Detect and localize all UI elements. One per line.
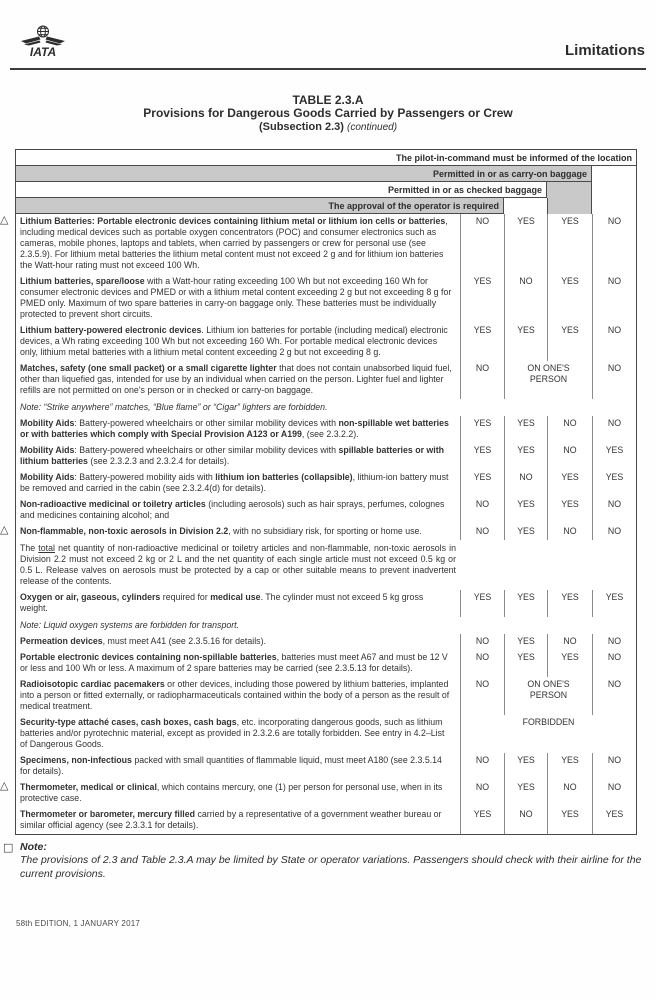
header-row — [16, 166, 636, 182]
header-bar: The approval of the operator is required — [16, 198, 504, 214]
header-throat — [592, 166, 636, 182]
note-text: The provisions of 2.3 and Table 2.3.A may be limited by State or operator variations. Passengers should check with their airline for the current provisions. — [20, 854, 642, 880]
table-row — [16, 361, 636, 399]
row-description — [16, 443, 460, 470]
answer-cell: NO — [504, 274, 547, 323]
text-run: spillable batteries or with lithium batteries — [20, 445, 445, 466]
table-subtitle — [0, 121, 656, 134]
answer-cell: NO — [592, 416, 636, 443]
table-row — [16, 470, 636, 497]
answer-cell: YES — [547, 323, 592, 361]
table-row — [0, 779, 636, 807]
text-run: : Battery-powered mobility aids with — [74, 472, 216, 482]
answer-cell: YES — [504, 590, 547, 617]
answer-cell: YES — [547, 650, 592, 677]
answer-cell: YES — [504, 214, 547, 274]
table-row — [16, 274, 636, 323]
answer-cell: NO — [547, 416, 592, 443]
answer-cell: NO — [460, 677, 504, 715]
table-row — [0, 523, 636, 540]
text-run: Portable electronic devices containing non-spillable batteries — [20, 652, 277, 662]
answer-cell: YES — [504, 497, 547, 524]
edition-footer: 58th EDITION, 1 JANUARY 2017 — [16, 919, 141, 928]
table-row — [16, 590, 636, 617]
answer-cell — [504, 361, 592, 399]
header-throat — [547, 182, 592, 198]
header-row — [16, 198, 636, 214]
table-row — [16, 443, 636, 470]
answer-cell: YES — [547, 470, 592, 497]
answer-cell: YES — [504, 323, 547, 361]
answer-cell: NO — [547, 524, 592, 540]
row-description — [16, 807, 460, 834]
table-row — [16, 753, 636, 780]
text-run: Thermometer or barometer, mercury filled — [20, 809, 196, 819]
triangle-icon: △ — [0, 213, 9, 226]
row-description — [16, 650, 460, 677]
row-description — [0, 523, 460, 540]
answer-cell: YES — [460, 807, 504, 834]
text-run: Matches, safety (one small packet) or a small cigarette lighter — [20, 363, 277, 373]
answer-cell: YES — [504, 416, 547, 443]
text-run: , lithium-ion battery must be removed and carried in the cabin (see 2.3.2.4(d) for details). — [20, 472, 449, 493]
row-description — [16, 590, 460, 617]
answer-cell: NO — [592, 361, 636, 399]
text-run: Oxygen or air, gaseous, cylinders — [20, 592, 161, 602]
row-description — [16, 753, 460, 780]
answer-cell: YES — [504, 443, 547, 470]
text-run: , which contains mercury, one (1) per person for personal use, when in its protective case. — [20, 782, 443, 803]
text-run: or other devices, including those powered by lithium batteries, implanted into a person or fitted externally, or radiopharmaceuticals contained within the body of a person as the result of medical treatment. — [20, 679, 450, 711]
answer-cell: YES — [592, 590, 636, 617]
table-row — [16, 715, 636, 753]
answer-cell: NO — [547, 634, 592, 650]
header-bar: The pilot-in-command must be informed of the location — [16, 150, 636, 166]
table-number: TABLE 2.3.A — [292, 93, 364, 107]
answer-cell: NO — [460, 361, 504, 399]
row-description — [16, 715, 460, 753]
text-run: Mobility Aids — [20, 472, 75, 482]
text-run: (see 2.3.2.3 and 2.3.2.4 for details). — [87, 456, 230, 466]
answer-cell: YES — [547, 274, 592, 323]
row-description — [16, 274, 460, 323]
answer-cell: NO — [460, 650, 504, 677]
row-description — [16, 677, 460, 715]
row-description — [16, 634, 460, 650]
note-label: Note: — [20, 841, 47, 853]
answer-cell: YES — [592, 470, 636, 497]
answer-cell: NO — [504, 470, 547, 497]
answer-cell: NO — [592, 753, 636, 780]
text-run: Lithium battery-powered electronic devices — [20, 325, 202, 335]
table-row — [0, 213, 636, 274]
answer-span-text: ON ONE'S PERSON — [527, 679, 570, 700]
answer-cell: YES — [504, 634, 547, 650]
text-run: non-spillable wet batteries or with batteries which comply with Special Provision A123 or A199 — [20, 418, 449, 439]
text-run: Thermometer, medical or clinical — [20, 782, 157, 792]
text-run: Note: “Strike anywhere” matches, “Blue flame” or “Cigar” lighters are forbidden. — [20, 402, 328, 412]
text-run: : Battery-powered wheelchairs or other similar mobility devices with — [74, 445, 339, 455]
answer-cell: NO — [592, 650, 636, 677]
table-row — [16, 497, 636, 524]
answer-cell — [504, 677, 592, 715]
text-run: Lithium batteries, spare/loose — [20, 276, 145, 286]
table-title-block — [0, 94, 656, 134]
triangle-icon: △ — [0, 523, 9, 536]
text-run: . The cylinder must not exceed 5 kg gross weight. — [20, 592, 424, 613]
answer-cell: YES — [504, 524, 547, 540]
text-run: , with no subsidiary risk, for sporting or home use. — [228, 526, 422, 536]
table-row — [16, 416, 636, 443]
answer-cell: YES — [460, 590, 504, 617]
table-title: Provisions for Dangerous Goods Carried by Passengers or Crew — [143, 106, 513, 120]
answer-cell: NO — [592, 780, 636, 807]
text-run: Permeation devices — [20, 636, 103, 646]
text-run: packed with small quantities of flammable liquid, must meet A180 (see 2.3.5.14 for details). — [20, 755, 442, 776]
answer-cell: NO — [460, 780, 504, 807]
text-run: (including aerosols) such as hair sprays, perfumes, colognes and medicines containing alcohol; and — [20, 499, 445, 520]
note-cell — [16, 399, 636, 416]
text-run: Security-type attaché cases, cash boxes, cash bags — [20, 717, 237, 727]
iata-logo — [20, 22, 66, 60]
answer-cell: NO — [592, 634, 636, 650]
continued-label: (continued) — [347, 122, 398, 133]
text-run: with a Watt-hour rating exceeding 100 Wh but not exceeding 160 Wh for consumer electronic devices and PMED or with a lithium metal content exceeding 2 g but not exceeding 8 g for PMED only. Maximum of two spare batteries in carry-on baggage only. These batteries must be individually protected to prevent short circuits. — [20, 276, 452, 319]
answer-cell: NO — [547, 443, 592, 470]
header-row — [16, 182, 636, 198]
row-description — [16, 361, 460, 399]
note-row — [16, 617, 636, 634]
text-run: , including medical devices such as portable oxygen concentrators (POC) and consumer electronics such as cameras, mobile phones, laptops and tablets, when carried by passengers or crew for personal use (see 2.3.5.9). For lithium metal batteries the lithium metal content must not exceed 2 g and for lithium ion batteries the Watt-hour rating must not exceed 100 Wh. — [20, 216, 448, 270]
row-description — [0, 213, 460, 274]
text-run: Note: Liquid oxygen systems are forbidden for transport. — [20, 620, 240, 630]
text-run: net quantity of non-radioactive medicinal or toiletry articles and non-flammable, non-toxic aerosols in Division 2.2 must not exceed 2 kg or 2 L and the net quantity of each single article must not exceed 0.5 kg or 0.5 L. Release valves on aerosols must be protected by a cap or other suitable means to prevent inadvertent release of the contents. — [20, 543, 456, 586]
note-row — [16, 540, 636, 590]
answer-cell: NO — [592, 323, 636, 361]
answer-cell: NO — [592, 274, 636, 323]
answer-cell: NO — [592, 524, 636, 540]
answer-cell: YES — [460, 274, 504, 323]
text-run: Mobility Aids — [20, 418, 75, 428]
text-run: lithium ion batteries (collapsible) — [215, 472, 353, 482]
table-row — [16, 323, 636, 361]
header-throat — [547, 198, 592, 214]
square-icon: □ — [3, 841, 14, 854]
answer-cell: YES — [460, 470, 504, 497]
bottom-note — [3, 841, 648, 881]
text-run: medical use — [210, 592, 261, 602]
text-run: . Lithium ion batteries for portable (including medical) electronic devices, a Wh rating exceeding 100 Wh but not exceeding 160 Wh. For portable medical electronic devices only, lithium metal batteries with a lithium metal content exceeding 2 g but not exceeding 8 g. — [20, 325, 448, 357]
answer-cell: YES — [547, 214, 592, 274]
answer-cell: NO — [592, 214, 636, 274]
table-row — [16, 634, 636, 650]
table-row — [16, 677, 636, 715]
table-row — [16, 807, 636, 834]
section-title: Limitations — [564, 42, 645, 59]
page-header — [0, 0, 656, 70]
answer-cell: YES — [592, 443, 636, 470]
text-run: , (see 2.3.2.2). — [301, 429, 359, 439]
answer-cell: NO — [460, 214, 504, 274]
answer-cell: YES — [592, 807, 636, 834]
text-run: that does not contain unabsorbed liquid fuel, other than liquefied gas, intended for use by an individual when carried on the person. Lighter fuel and lighter refills are not permitted on one's person or in checked or carry-on baggage. — [20, 363, 452, 395]
text-run: , batteries must meet A67 and must be 12 V or less and 100 Wh or less. A maximum of 2 spare batteries may be carried (see 2.3.5.13 for details). — [20, 652, 448, 673]
text-run: Non-flammable, non-toxic aerosols in Division 2.2 — [20, 526, 229, 536]
table-row — [16, 650, 636, 677]
text-run: carried by a representative of a government weather bureau or similar official agency (see 2.3.3.1 for details). — [20, 809, 442, 830]
answer-cell: NO — [460, 524, 504, 540]
answer-cell: NO — [547, 780, 592, 807]
answer-cell: YES — [460, 323, 504, 361]
answer-cell: YES — [547, 497, 592, 524]
header-bar: Permitted in or as checked baggage — [16, 182, 547, 198]
text-run: , etc. incorporating dangerous goods, such as lithium batteries and/or pyrotechnic material, except as provided in 2.3.2.6 are totally forbidden. See entry in 4.2–List of Dangerous Goods. — [20, 717, 445, 749]
header-throat — [592, 182, 636, 198]
note-row — [16, 399, 636, 416]
text-run: Radioisotopic cardiac pacemakers — [20, 679, 165, 689]
answer-cell: YES — [504, 650, 547, 677]
text-run: Mobility Aids — [20, 445, 75, 455]
header-row — [16, 150, 636, 166]
answer-cell — [460, 715, 636, 753]
header-throat — [504, 198, 547, 214]
answer-span-text: ON ONE'S PERSON — [527, 363, 570, 384]
row-description — [16, 416, 460, 443]
answer-cell: YES — [547, 753, 592, 780]
answer-cell: NO — [460, 497, 504, 524]
answer-cell: YES — [504, 753, 547, 780]
answer-cell: YES — [547, 590, 592, 617]
answer-cell: NO — [592, 677, 636, 715]
text-run: total — [38, 543, 55, 553]
note-cell — [16, 617, 636, 634]
answer-span-text: FORBIDDEN — [522, 717, 575, 727]
row-description — [0, 779, 460, 807]
row-description — [16, 497, 460, 524]
text-run: , must meet A41 (see 2.3.5.16 for details). — [102, 636, 266, 646]
text-run: : Battery-powered wheelchairs or other similar mobility devices with — [74, 418, 339, 428]
header-throat — [592, 198, 636, 214]
row-description — [16, 323, 460, 361]
answer-cell: YES — [504, 780, 547, 807]
text-run: The — [20, 543, 39, 553]
text-run: required for — [160, 592, 211, 602]
answer-cell: NO — [460, 634, 504, 650]
answer-cell: YES — [547, 807, 592, 834]
limitations-table — [0, 149, 637, 835]
text-run: Lithium Batteries: Portable electronic devices containing lithium metal or lithium ion cells or batteries — [20, 216, 446, 226]
answer-cell: YES — [460, 416, 504, 443]
answer-cell: YES — [460, 443, 504, 470]
answer-cell: NO — [460, 753, 504, 780]
text-run: Non-radioactive medicinal or toiletry articles — [20, 499, 206, 509]
text-run: Specimens, non-infectious — [20, 755, 132, 765]
header-rule — [10, 68, 646, 70]
subsection-label: (Subsection 2.3) — [258, 121, 344, 133]
header-bar: Permitted in or as carry-on baggage — [16, 166, 592, 182]
answer-cell: NO — [592, 497, 636, 524]
answer-cell: NO — [504, 807, 547, 834]
note-cell — [16, 540, 463, 590]
iata-logo-text: IATA — [29, 45, 57, 59]
triangle-icon: △ — [0, 779, 9, 792]
row-description — [16, 470, 460, 497]
